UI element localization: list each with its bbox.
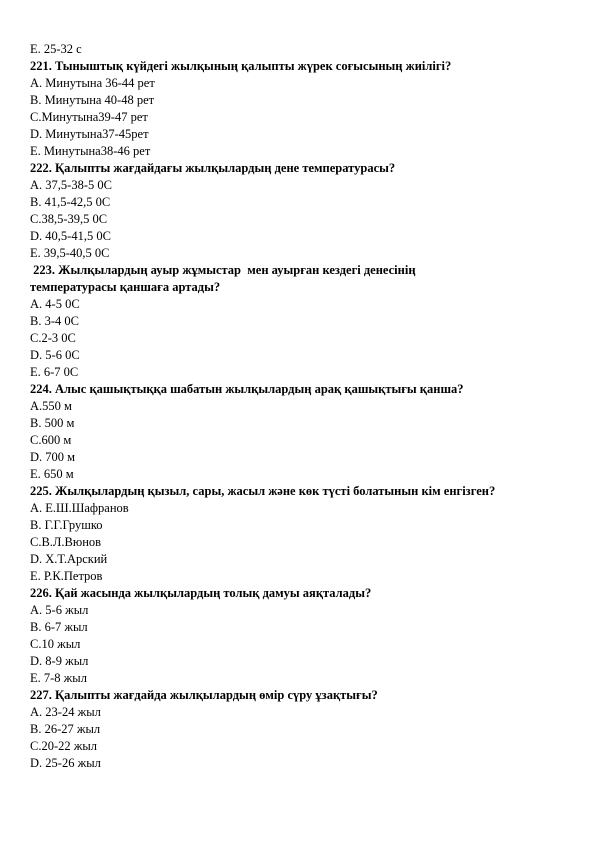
answer-option: А. 23-24 жыл	[30, 705, 101, 719]
answer-option: А. 5-6 жыл	[30, 603, 89, 617]
answer-option: D. 40,5-41,5 0С	[30, 229, 111, 243]
answer-option: А. Минутына 36-44 рет	[30, 76, 155, 90]
answer-option: E. 6-7 0С	[30, 365, 79, 379]
question-text: 225. Жылқылардың қызыл, сары, жасыл және көк түсті болатынын кім енгізген?	[30, 484, 496, 498]
answer-option: E. Р.К.Петров	[30, 569, 103, 583]
answer-option: С.600 м	[30, 433, 72, 447]
answer-option: E. 39,5-40,5 0С	[30, 246, 110, 260]
answer-option: E. Минутына38-46 рет	[30, 144, 151, 158]
answer-option: А. 4-5 0С	[30, 297, 80, 311]
answer-option: E. 650 м	[30, 467, 74, 481]
document-body	[30, 41, 575, 772]
answer-option: D. Х.Т.Арский	[30, 552, 108, 566]
question-text: температурасы қаншаға артады?	[30, 280, 221, 294]
answer-option: D. 5-6 0С	[30, 348, 80, 362]
answer-option: В. Г.Г.Грушко	[30, 518, 103, 532]
question-text: 222. Қалыпты жағдайдағы жылқылардың дене температурасы?	[30, 161, 396, 175]
answer-option: В. 41,5-42,5 0С	[30, 195, 111, 209]
answer-option: С.Минутына39-47 рет	[30, 110, 148, 124]
answer-option: D. 700 м	[30, 450, 76, 464]
answer-option: E. 7-8 жыл	[30, 671, 87, 685]
answer-option: D. 8-9 жыл	[30, 654, 89, 668]
answer-option: С.2-3 0С	[30, 331, 76, 345]
answer-option: С.В.Л.Вюнов	[30, 535, 102, 549]
answer-option: D. Минутына37-45рет	[30, 127, 149, 141]
answer-option: А.550 м	[30, 399, 72, 413]
answer-option: В. 26-27 жыл	[30, 722, 101, 736]
answer-option: С.20-22 жыл	[30, 739, 98, 753]
answer-option: В. 500 м	[30, 416, 75, 430]
answer-option: В. Минутына 40-48 рет	[30, 93, 155, 107]
question-text: 227. Қалыпты жағдайда жылқылардың өмір сүру ұзақтығы?	[30, 688, 378, 702]
question-text: 224. Алыс қашықтыққа шабатын жылқылардың арақ қашықтығы қанша?	[30, 382, 464, 396]
question-text: 226. Қай жасында жылқылардың толық дамуы аяқталады?	[30, 586, 372, 600]
answer-option: С.10 жыл	[30, 637, 81, 651]
answer-option: D. 25-26 жыл	[30, 756, 101, 770]
answer-option: А. Е.Ш.Шафранов	[30, 501, 129, 515]
question-text: 223. Жылқылардың ауыр жұмыстар мен ауырған кездегі денесінің	[30, 263, 416, 277]
answer-option: С.38,5-39,5 0С	[30, 212, 108, 226]
answer-option: А. 37,5-38-5 0С	[30, 178, 112, 192]
answer-option: E. 25-32 с	[30, 42, 82, 56]
answer-option: В. 6-7 жыл	[30, 620, 88, 634]
answer-option: В. 3-4 0С	[30, 314, 79, 328]
question-text: 221. Тыныштық күйдегі жылқының қалыпты жүрек соғысының жиілігі?	[30, 59, 452, 73]
